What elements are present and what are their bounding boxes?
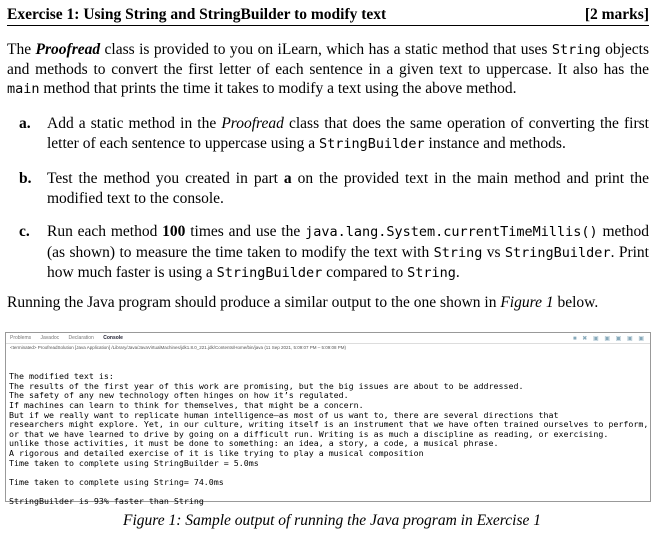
console-line: or that we have learned to drive by going on a difficult run. Writing is as much a discipline as reading, or exercising.	[9, 428, 609, 439]
intro-paragraph	[7, 40, 649, 99]
text: class is provided to you on iLearn, which has a static method that uses	[100, 41, 552, 58]
tab-problems: Problems	[10, 335, 32, 341]
code: java.lang.System.currentTimeMillis()	[305, 224, 598, 240]
text: class that does the same operation of converting the first letter of each sentence to uppercase using a	[47, 115, 649, 152]
code: String	[551, 42, 601, 58]
text: vs	[482, 243, 505, 261]
item-text	[47, 222, 649, 284]
console-line: But if we really want to replicate human intelligence—as most of us want to, there are several directions that	[9, 409, 559, 420]
text: . Print how much faster is using a	[47, 243, 649, 281]
text: below.	[553, 294, 599, 311]
item-b	[7, 169, 649, 208]
running-paragraph	[7, 293, 649, 312]
item-text	[47, 114, 649, 154]
tab-console: Console	[103, 335, 123, 341]
console-line: The modified text is:	[9, 371, 114, 382]
class-name: Proofread	[35, 41, 101, 58]
text: objects and methods to convert the first letter of each sentence in a given text to uppercase. It also has the	[7, 41, 649, 78]
bold-text: 100	[162, 223, 186, 240]
figure-caption: Figure 1: Sample output of running the Java program in Exercise 1	[122, 512, 541, 529]
console-path: <terminated> ProofreadSolution [Java Application] /Library/Java/JavaVirtualMachines/jdk1.8.0_221.jdk/Contents/Home/bin/java (11 Sep 2021, 5:09:07 PM – 5:09:08 PM)	[10, 345, 347, 350]
console-screenshot	[5, 332, 651, 506]
code: StringBuilder	[504, 244, 611, 261]
console-tabbar	[6, 333, 650, 344]
tab-declaration: Declaration	[68, 335, 94, 341]
code: StringBuilder	[318, 135, 425, 152]
text: The	[7, 41, 36, 58]
console-line: StringBuilder is 93% faster than String	[9, 495, 204, 506]
code: StringBuilder	[216, 265, 323, 281]
item-label: a.	[19, 115, 31, 132]
console-line: A rigorous and detailed exercise of it is like trying to play a musical composition	[9, 447, 424, 458]
text: times and use the	[185, 223, 306, 240]
exercise-header	[7, 6, 649, 26]
marks: [2 marks]	[584, 6, 649, 23]
bold-text: a	[283, 170, 292, 187]
tab-javadoc: Javadoc	[40, 335, 60, 341]
console-line: Time taken to complete using String= 74.0ms	[9, 476, 224, 487]
item-label: b.	[19, 170, 32, 187]
code: String	[433, 244, 483, 261]
console-line: unlike those activities, it must be done to something: an idea, a story, a code, a musical phrase.	[9, 438, 499, 449]
console-line: The results of the first year of this work are promising, but the big issues are about to be addressed.	[9, 380, 524, 391]
exercise-title: Exercise 1: Using String and StringBuilder to modify text	[7, 6, 387, 23]
text: Running the Java program should produce a similar output to the one shown in	[7, 294, 501, 311]
item-label: c.	[19, 223, 30, 240]
figure-ref: Figure 1	[500, 294, 554, 311]
text: compared to	[322, 264, 408, 281]
text: .	[455, 264, 460, 281]
console-line: researchers might explore. Yet, in our culture, writing itself is an instrument that we have often trained ourselves to perform,	[9, 419, 649, 430]
text: on the provided text in the main method and print the modified text to the console.	[47, 170, 649, 207]
console-toolbar-icons: ■ ✖ ▣ ▣ ▣ ▣ ▣	[573, 335, 646, 342]
console-output	[6, 353, 650, 526]
text: instance and methods.	[424, 134, 566, 152]
text: method that prints the time it takes to modify a text using the above method.	[39, 80, 517, 97]
item-c	[7, 222, 649, 284]
code: String	[407, 265, 456, 281]
code: main	[7, 81, 40, 97]
item-a	[7, 114, 649, 154]
text: method (as shown) to measure the time taken to modify the text with	[47, 223, 649, 261]
item-text	[47, 169, 649, 208]
console-line: The safety of any new technology often hinges on how it’s regulated.	[9, 390, 349, 401]
text: Test the method you created in part	[47, 170, 284, 187]
class-name: Proofread	[221, 115, 284, 132]
text: Add a static method in the	[47, 115, 222, 132]
console-line: Time taken to complete using StringBuilder = 5.0ms	[9, 457, 259, 468]
console-line: If machines can learn to think for themselves, that might be a concern.	[9, 399, 364, 410]
text: Run each method	[47, 223, 163, 240]
